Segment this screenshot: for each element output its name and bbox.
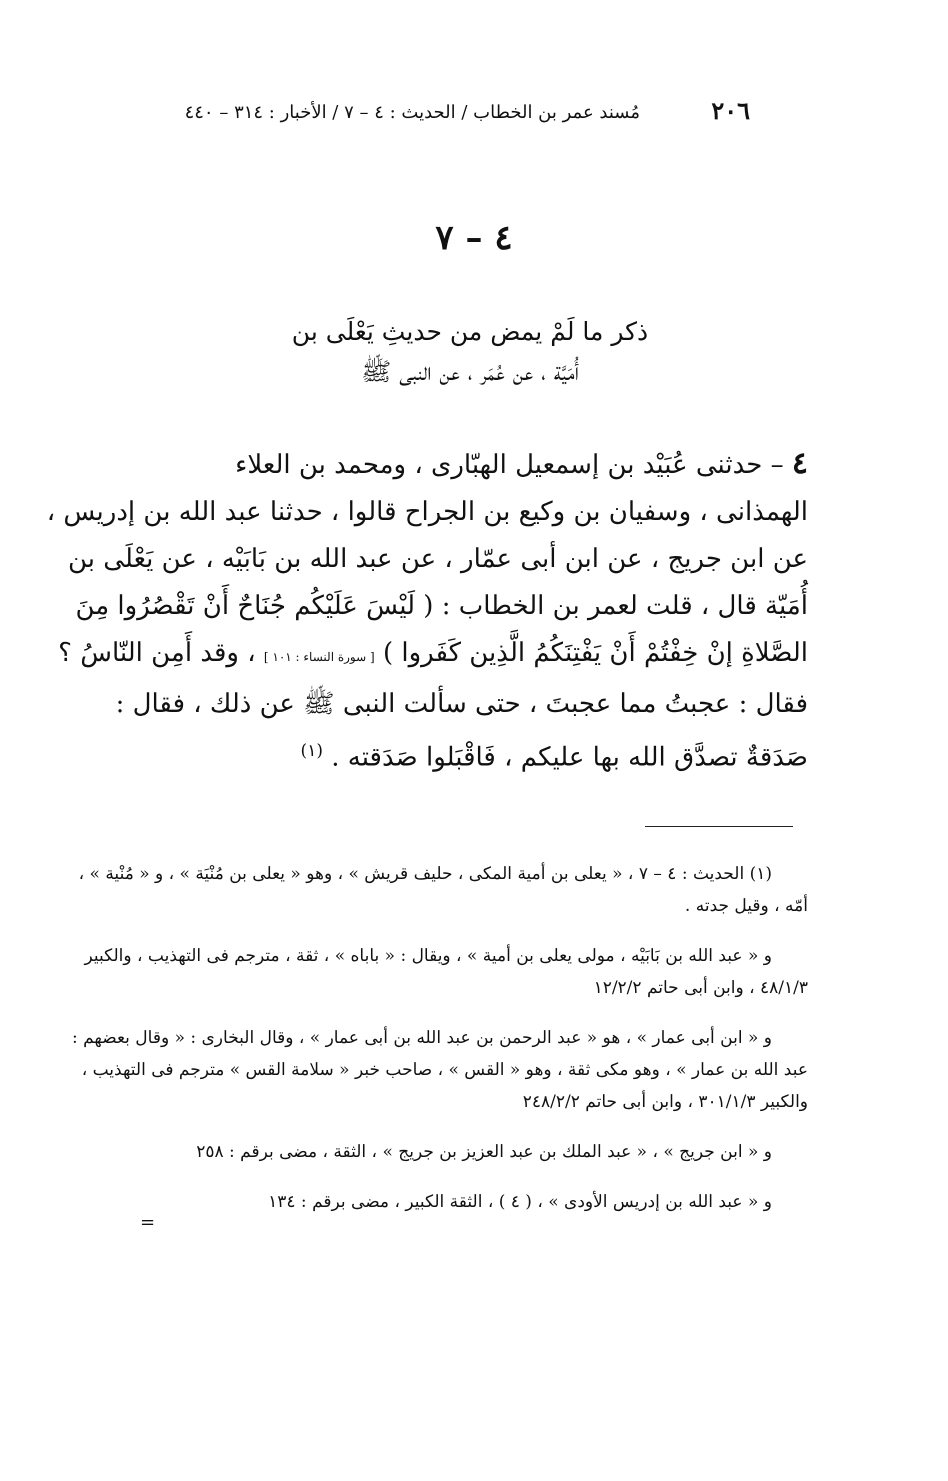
hadith-text [46, 440, 808, 782]
hadith-line-text: ، وقد أَمِن النّاسُ ؟ [58, 638, 256, 668]
hadith-line-text: – حدثنى عُبَيْد بن إسمعيل الهبّارى ، ومحمد بن العلاء [235, 450, 784, 480]
hadith-number: ٤ [791, 446, 808, 481]
hadith-line-text: صَدَقةٌ تصدَّق الله بها عليكم ، فَاقْبَلوا صَدَقته . [331, 742, 808, 773]
footnote-line: و « ابن جريج » ، « عبد الملك بن عبد العزيز بن جريج » ، الثقة ، مضى برقم : ٢٥٨ [196, 1142, 772, 1162]
hadith-line: فقال : عجبتُ مما عجبتَ ، حتى سألت النبى ﷺ عن ذلك ، فقال : [115, 689, 808, 719]
footnote [78, 858, 808, 922]
footnote-marker: (١) [300, 741, 323, 761]
footnote-line: والكبير ٣٠١/١/٣ ، وابن أبى حاتم ٢٤٨/٢/٢ [522, 1092, 808, 1112]
page-header [184, 96, 750, 136]
hadith-line [58, 630, 808, 681]
hadith-line [128, 440, 808, 489]
chapter-title-line: ذكر ما لَمْ يمض من حديثِ يَعْلَى بن [291, 317, 649, 346]
footnote [128, 1186, 808, 1218]
footnote-line: أمّه ، وقيل جدته . [684, 896, 808, 916]
chapter-title [260, 312, 680, 392]
hadith-line: الهمذانى ، وسفيان بن وكيع بن الجراح قالوا ، حدثنا عبد الله بن إدريس ، [46, 497, 808, 527]
hadith-line: أُمَيّة قال ، قلت لعمر بن الخطاب : ( لَيْسَ عَلَيْكُم جُنَاحٌ أَنْ تَقْصُرُوا مِنَ [75, 591, 808, 621]
continuation-mark: = [140, 1212, 156, 1233]
footnote [71, 1022, 808, 1118]
footnote-line: ٤٨/١/٣ ، وابن أبى حاتم ١٢/٢/٢ [593, 978, 808, 998]
section-number: ٤ – ٧ [435, 218, 513, 258]
footnote-line: و « عبد الله بن إدريس الأودى » ، ( ٤ ) ، الثقة الكبير ، مضى برقم : ١٣٤ [268, 1192, 772, 1212]
hadith-line: عن ابن جريج ، عن ابن أبى عمّار ، عن عبد الله بن بَابَيْه ، عن يَعْلَى بن [68, 544, 808, 574]
footnote-line: و « ابن أبى عمار » ، هو « عبد الرحمن بن عبد الله بن أبى عمار » ، وقال البخارى : « وقال بعضهم : [71, 1028, 772, 1048]
hadith-line [128, 728, 808, 782]
footnotes [71, 858, 808, 1236]
footnote [84, 940, 808, 1004]
running-title: مُسند عمر بن الخطاب / الحديث : ٤ – ٧ / الأخبار : ٣١٤ – ٤٤٠ [184, 102, 640, 123]
footnote-line: و « عبد الله بن بَابَيْه ، مولى يعلى بن أمية » ، ويقال : « باباه » ، ثقة ، مترجم فى التهذيب ، والكبير [84, 946, 772, 966]
footnote-line: عبد الله بن عمار » ، وهو مكى ثقة ، وهو « القس » ، صاحب خبر « سلامة القس » مترجم فى التهذيب ، [81, 1060, 808, 1080]
page-number: ٢٠٦ [711, 96, 750, 125]
quran-reference: [ سورة النساء : ١٠١ ] [263, 650, 375, 664]
quran-verse: الصَّلاةِ إنْ خِفْتُمْ أَنْ يَفْتِنَكُمُ الَّذِين كَفَروا ) [382, 638, 808, 668]
chapter-title-line: أُمَيَّة ، عن عُمَر ، عن النبى ﷺ [361, 357, 579, 386]
footnote-divider [645, 826, 793, 827]
footnote [128, 1136, 808, 1168]
footnote-line: (١) الحديث : ٤ – ٧ ، « يعلى بن أمية المكى ، حليف قريش » ، وهو « يعلى بن مُنْيَة » ، و « مُنْية » ، [78, 864, 772, 884]
